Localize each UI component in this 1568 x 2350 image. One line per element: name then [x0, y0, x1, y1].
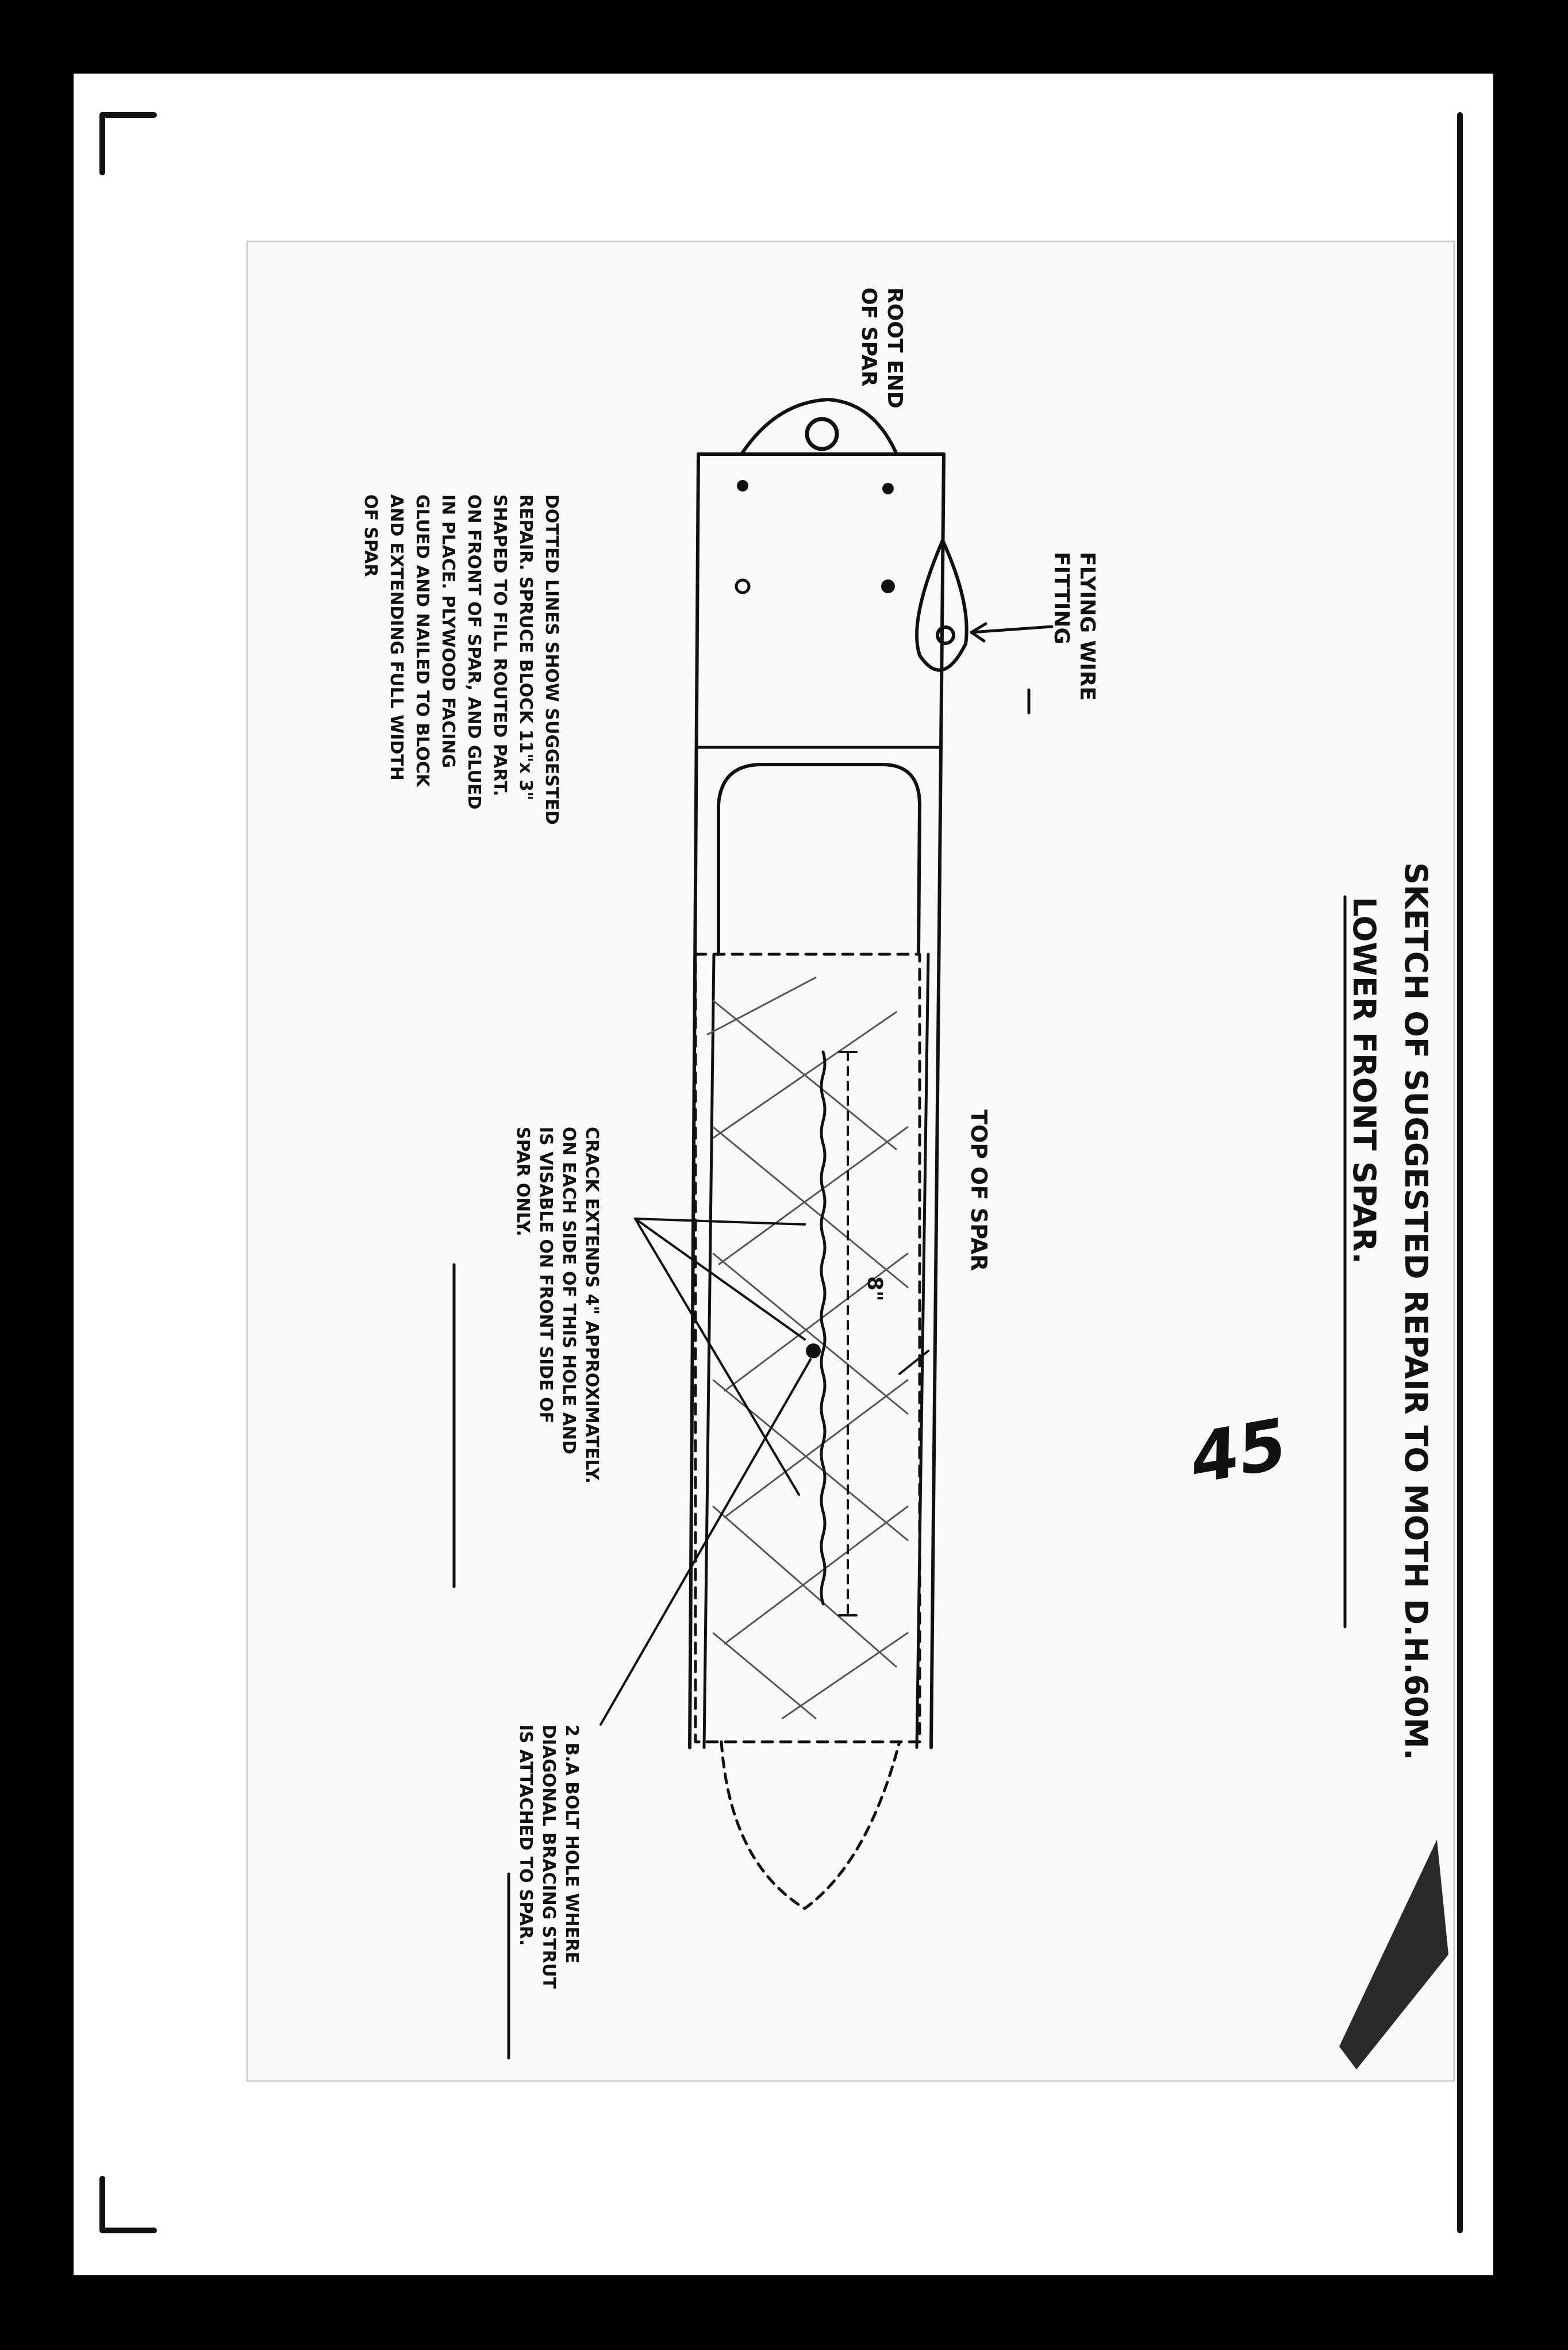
root-end-line-1: ROOT END — [883, 287, 906, 409]
top-of-spar-label: TOP OF SPAR — [966, 1109, 991, 1272]
crop-mark-top-left — [102, 115, 154, 172]
bolt-hole — [737, 480, 748, 491]
crack-note-line-2: ON EACH SIDE OF THIS HOLE AND — [559, 1127, 579, 1455]
bolt-hole-crack — [806, 1343, 821, 1358]
crop-mark-bottom-left — [102, 2179, 154, 2230]
title-line-1: SKETCH OF SUGGESTED REPAIR TO MOTH D.H.60M. — [1398, 862, 1434, 1760]
repair-note-line-3: SHAPED TO FILL ROUTED PART. — [490, 494, 510, 797]
repair-note-line-7: AND EXTENDING FULL WIDTH — [386, 494, 406, 781]
repair-note-line-2: REPAIR. SPRUCE BLOCK 11"x 3" — [516, 494, 536, 801]
repair-note-line-5: IN PLACE. PLYWOOD FACING — [438, 494, 458, 769]
repair-note-line-8: OF SPAR — [360, 494, 381, 577]
bolt-note-line-2: DIAGONAL BRACING STRUT — [539, 1725, 559, 1989]
flying-wire-line-1: FLYING WIRE — [1075, 552, 1099, 701]
crack-note-line-1: CRACK EXTENDS 4" APPROXIMATELY. — [582, 1127, 602, 1484]
page-number: 45 — [1184, 1404, 1293, 1500]
repair-note-line-1: DOTTED LINES SHOW SUGGESTED — [541, 494, 562, 825]
bolt-hole — [882, 483, 894, 494]
bolt-note-line-3: IS ATTACHED TO SPAR. — [516, 1725, 536, 1946]
root-end-line-2: OF SPAR — [857, 287, 881, 387]
bolt-hole — [881, 579, 895, 593]
crack-note-line-4: SPAR ONLY. — [513, 1127, 533, 1237]
repair-note-line-6: GLUED AND NAILED TO BLOCK — [412, 494, 432, 788]
dimension-label: 8" — [863, 1276, 886, 1301]
flying-wire-line-2: FITTING — [1050, 552, 1073, 644]
title-line-2: LOWER FRONT SPAR. — [1346, 897, 1382, 1264]
crack-note-line-3: IS VISABLE ON FRONT SIDE OF — [536, 1127, 556, 1424]
bolt-note-line-1: 2 B.A BOLT HOLE WHERE — [562, 1725, 582, 1964]
repair-note-line-4: ON FRONT OF SPAR, AND GLUED — [464, 494, 484, 810]
